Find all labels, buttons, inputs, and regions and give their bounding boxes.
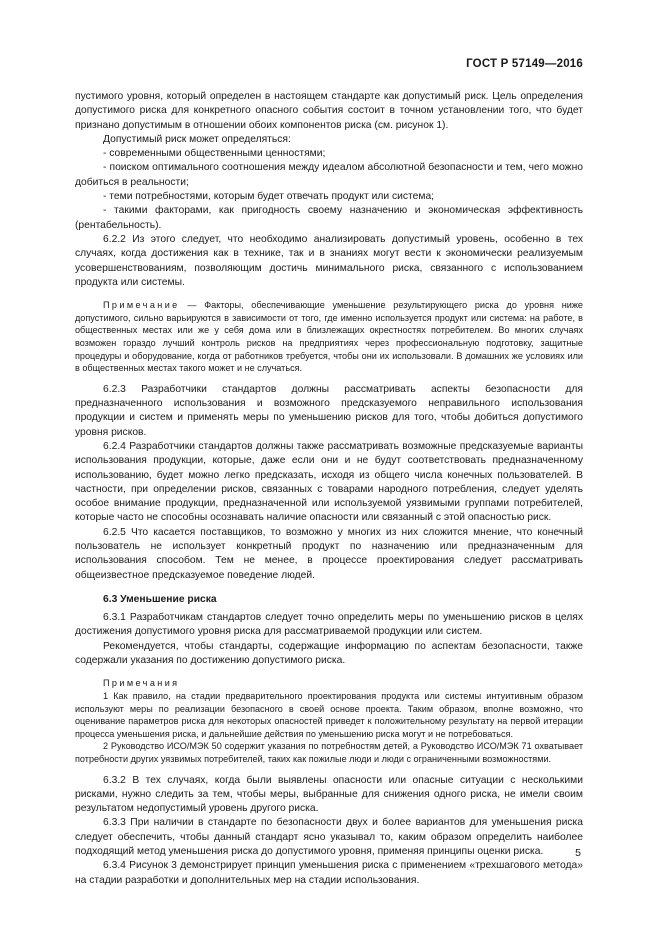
list-item: - поиском оптимального соотношения между идеалом абсолютной безопасности и тем, чего можно добиться в реальности; (75, 162, 583, 188)
note-text: — Факторы, обеспечивающие уменьшение результирующего риска до уровня ниже допустимого, сильно варьируются в зависимости от того, где именно используется продукт или система: на работе, в общественных местах или же у себя дома или в близлежащих окрестностях потребителем. Во многих случаях возможен гораздо лучший контроль рисков на предприятиях через профессиональную подготовку, защитные процедуры и оборудование, когда от работников требуется, чтобы они их использовали. В домашних же условиях или в общественных местах такого может и не случаться. (75, 300, 583, 374)
clause-6-2-4: 6.2.4 Разработчики стандартов должны также рассматривать возможные предсказуемые варианты использования продукции, которые, даже если они и не будут соответствовать предназначенному использованию, будет можно легко предсказать, исходя из общего числа конечных пользователей. В частности, при определении рисков, связанных с товарами народного потребления, следует уделять особое внимание продукции, предназначенной или используемой уязвимыми группами потребителей, которые часто не способны осознавать наличие опасности или связанный с этой опасностью риск. (75, 440, 583, 524)
list-item: - современными общественными ценностями; (103, 148, 326, 160)
clause-6-3-1-recommendation: Рекомендуется, чтобы стандарты, содержащие информацию по аспектам безопасности, также содержали указания по достижению допустимого риска. (75, 640, 583, 667)
note-item: 2 Руководство ИСО/МЭК 50 содержит указания по потребностям детей, а Руководство ИСО/МЭК 71 охватывает потребности других уязвимых потребителей, таких как пожилые люди и люди с ограниченными возможностями. (75, 741, 583, 764)
standard-header: ГОСТ Р 57149—2016 (466, 58, 583, 70)
clause-6-3-1: 6.3.1 Разработчикам стандартов следует точно определить меры по уменьшению рисков в целях достижения допустимого уровня риска для рассматриваемой продукции или систем. (75, 612, 583, 638)
clause-6-3-2: 6.3.2 В тех случаях, когда были выявлены опасности или опасные ситуации с несколькими рисками, нужно следить за тем, чтобы меры, выбранные для снижения одного риска, не имели своим результатом недопустимый уровень другого риска. (75, 774, 583, 815)
note-1 (75, 299, 583, 375)
note-label: Примечание (103, 300, 180, 311)
list-item: - теми потребностями, которым будет отвечать продукт или система; (103, 191, 435, 203)
note-item: 1 Как правило, на стадии предварительного проектирования продукта или системы интуитивным образом используют меры по реализации безопасного в своей основе проекта. Таким образом, вполне возможно, что оценивание параметров риска для некоторых опасностей приведет к положительному результату на первой итерации процесса уменьшения риска, и дальнейшие действия по уменьшению риска могут и не потребоваться. (75, 690, 583, 739)
page-number: 5 (575, 847, 581, 859)
clause-6-2-5: 6.2.5 Что касается поставщиков, то возможно у многих из них сложится мнение, что конечный пользователь не использует конкретный продукт по назначению или предназначенным для использования способом. Тем не менее, в процессе проектирования следует рассматривать общеизвестное предсказуемое поведение людей. (75, 526, 583, 581)
notes-label: Примечания (103, 678, 180, 689)
list-item: - такими факторами, как пригодность своему назначению и экономическая эффективность (рентабельность). (75, 205, 583, 231)
clause-6-3-4: 6.3.4 Рисунок 3 демонстрирует принцип уменьшения риска с применением «трехшагового метода» на стадии разработки и дополнительных мер на стадии использования. (75, 860, 583, 886)
paragraph-continuation: пустимого уровня, который определен в настоящем стандарте как допустимый риск. Цель определения допустимого риска для конкретного опасного события состоит в точном установлении того, что будет признано допустимым в отношении обоих компонентов риска (см. рисунок 1). (75, 91, 583, 131)
document-body (75, 90, 583, 888)
clause-6-2-2: 6.2.2 Из этого следует, что необходимо анализировать допустимый уровень, особенно в тех случаях, когда достижения как в технике, так и в знаниях могут вести к экономически реализуемым усовершенствованиям, позволяющим достичь минимального риска, связанного с использованием продукта или системы. (75, 233, 583, 288)
clause-6-3-3: 6.3.3 При наличии в стандарте по безопасности двух и более вариантов для уменьшения риска следует обеспечить, чтобы данный стандарт ясно указывал то, каким образом определить наиболее подходящий метод уменьшения риска до допустимого уровня, применяя принципы оценки риска. (75, 817, 583, 857)
clause-6-2-3: 6.2.3 Разработчики стандартов должны рассматривать аспекты безопасности для предназначенного использования и возможного предсказуемого неправильного использования продукции и систем и применять меры по уменьшению рисков для того, чтобы добиться допустимого уровня рисков. (75, 383, 583, 438)
section-title-6-3: 6.3 Уменьшение риска (103, 593, 217, 605)
paragraph-intro-list: Допустимый риск может определяться: (103, 133, 291, 145)
notes-block (75, 677, 583, 765)
